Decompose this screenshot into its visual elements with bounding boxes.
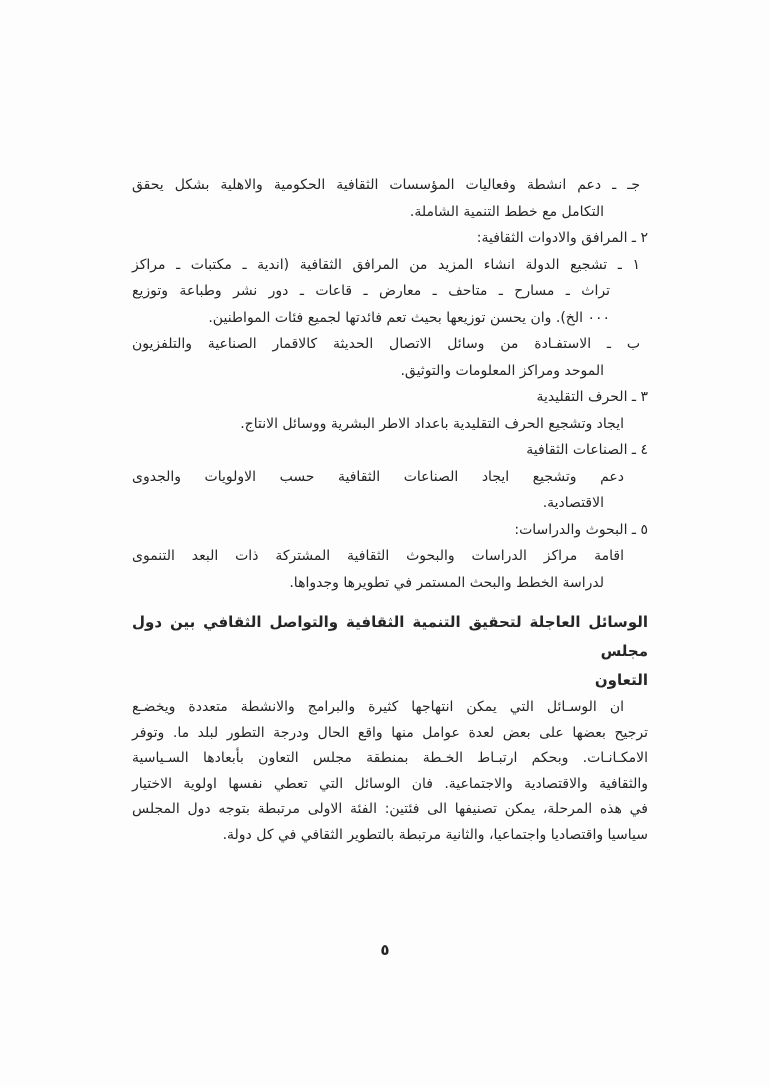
item-1-line-3: ٠٠٠ الخ). وان يحسن توزيعها بحيث تعم فائدتها لجميع فئات المواطنين. [208, 309, 610, 326]
paragraph-line-5: في هذه المرحلة، يمكن تصنيفها الى فئتين: الفئة الاولى مرتبطة بتوجه دول المجلس [132, 801, 648, 817]
item-b-line-1: ب ـ الاستفـادة من وسائل الاتصال الحديثة كالاقمار الصناعية والتلفزيون [132, 336, 640, 352]
paragraph-line-2: ترجيح بعضها على بعض لعدة عوامل منها واقع الحال ودرجة التطور لبلد ما. وتوفر [132, 724, 648, 741]
item-c-line-2: التكامل مع خطط التنمية الشاملة. [409, 203, 604, 220]
item-b-line-2: الموحد ومراكز المعلومات والتوثيق. [400, 362, 604, 379]
section-heading-line-2: التعاون [594, 671, 648, 689]
section-5-title: ٥ ـ البحوث والدراسات: [514, 521, 648, 538]
section-2-title: ٢ ـ المرافق والادوات الثقافية: [476, 230, 648, 246]
item-1-line-2: تراث ـ مسارح ـ متاحف ـ معارض ـ قاعات ـ دور نشر وطباعة وتوزيع [132, 283, 610, 299]
paragraph-line-4: والثقافية والاقتصادية والاجتماعية. فان الوسائل التي تعطي نفسها اولوية الاختيار [132, 775, 648, 792]
page-number: ٥ [380, 941, 390, 959]
item-1-line-1: ١ ـ تشجيع الدولة انشاء المزيد من المرافق الثقافية (اندية ـ مكتبات ـ مراكز [132, 256, 640, 273]
section-4-title: ٤ ـ الصناعات الثقافية [526, 442, 648, 458]
section-4-body-line-2: الاقتصادية. [542, 495, 604, 511]
document-content [132, 172, 648, 848]
item-c-line-1: جـ ـ دعم انشطة وفعاليات المؤسسات الثقافية الحكومية والاهلية بشكل يحقق [132, 177, 640, 193]
section-5-body-line-1: اقامة مراكز الدراسات والبحوث الثقافية المشتركة ذات البعد التنموى [132, 548, 624, 564]
section-3-title: ٣ ـ الحرف التقليدية [536, 389, 648, 405]
paragraph-line-1: ان الوسـائل التي يمكن انتهاجها كثيرة والبرامج والانشطة متعددة ويخضـع [132, 699, 624, 715]
section-4-body-line-1: دعم وتشجيع ايجاد الصناعات الثقافية حسب الاولويات والجدوى [132, 468, 624, 485]
section-heading-line-1: الوسائل العاجلة لتحقيق التنمية الثقافية والتواصل الثقافي بين دول مجلس [132, 613, 648, 660]
paragraph-line-6: سياسيا واقتصاديا واجتماعيا، والثانية مرتبطة بالتطوير الثقافي في كل دولة. [222, 826, 648, 843]
paragraph-line-3: الامكـانـات. وبحكم ارتبـاط الخـطة بمنطقة مجلس التعاون بأبعادها السـياسية [132, 750, 648, 766]
section-3-body: ايجاد وتشجيع الحرف التقليدية باعداد الاطر البشرية ووسائل الانتاج. [240, 415, 624, 432]
section-5-body-line-2: لدراسة الخطط والبحث المستمر في تطويرها وجدواها. [289, 574, 604, 591]
